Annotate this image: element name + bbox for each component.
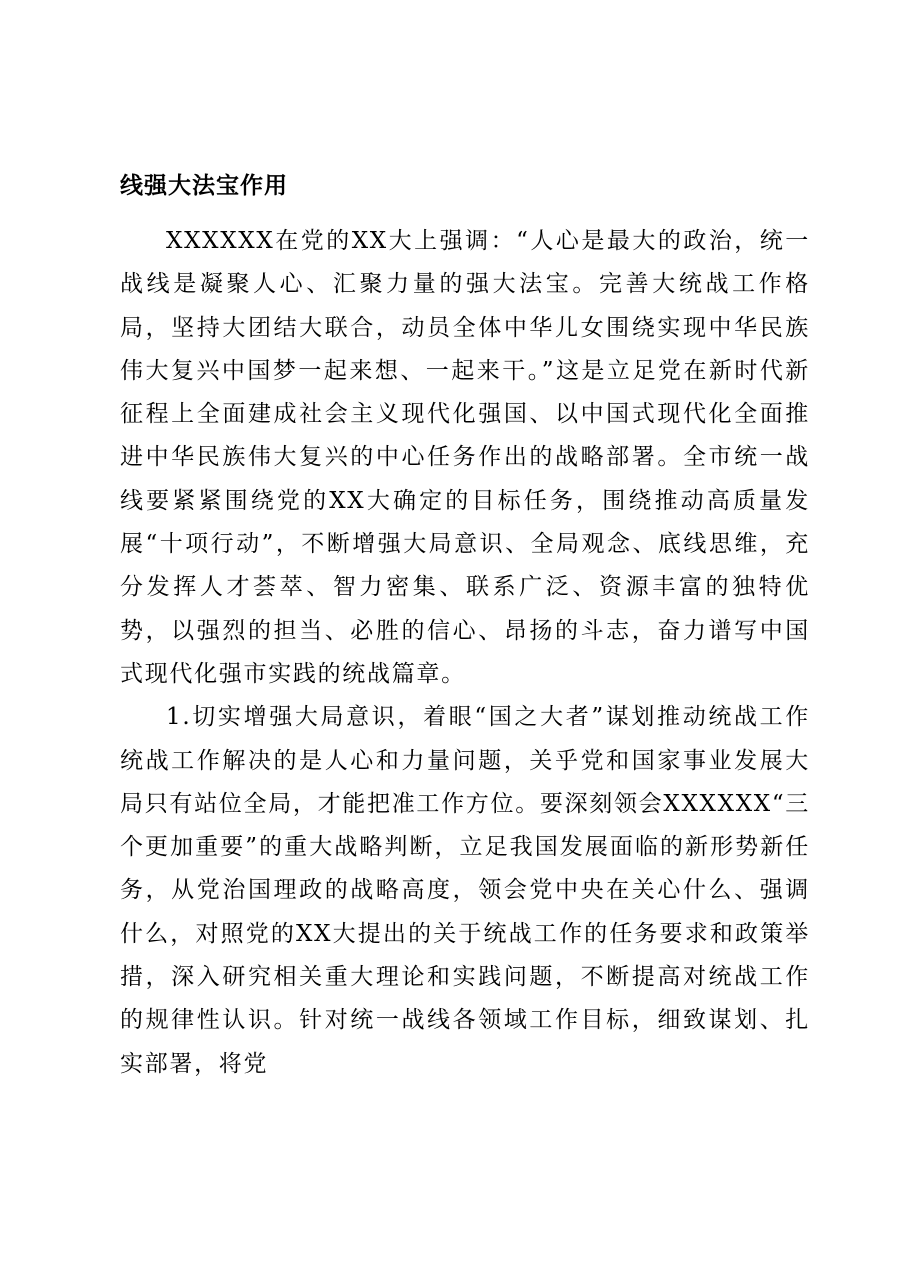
section-heading: 线强大法宝作用 [120, 173, 288, 199]
paragraph-2: 1.切实增强大局意识，着眼“国之大者”谋划推动统战工作统战工作解决的是人心和力量问题，关乎党和国家事业发展大局只有站位全局，才能把准工作方位。要深刻领会XXXXXX“三个更加重要”的重大战略判断，立足我国发展面临的新形势新任务，从党治国理政的战略高度，领会党中央在关心什么、强调什么，对照党的XX大提出的关于统战工作的任务要求和政策举措，深入研究相关重大理论和实践问题，不断提高对统战工作的规律性认识。针对统一战线各领域工作目标，细致谋划、扎实部署，将党 [120, 704, 811, 1077]
paragraph-1: XXXXXX在党的XX大上强调：“人心是最大的政治，统一战线是凝聚人心、汇聚力量的强大法宝。完善大统战工作格局，坚持大团结大联合，动员全体中华儿女围绕实现中华民族伟大复兴中国梦一起来想、一起来干。”这是立足党在新时代新征程上全面建成社会主义现代化强国、以中国式现代化全面推进中华民族伟大复兴的中心任务作出的战略部署。全市统一战线要紧紧围绕党的XX大确定的目标任务，围绕推动高质量发展“十项行动”，不断增强大局意识、全局观念、底线思维，充分发挥人才荟萃、智力密集、联系广泛、资源丰富的独特优势，以强烈的担当、必胜的信心、昂扬的斗志，奋力谱写中国式现代化强市实践的统战篇章。 [120, 228, 810, 687]
document-body [120, 166, 810, 1086]
